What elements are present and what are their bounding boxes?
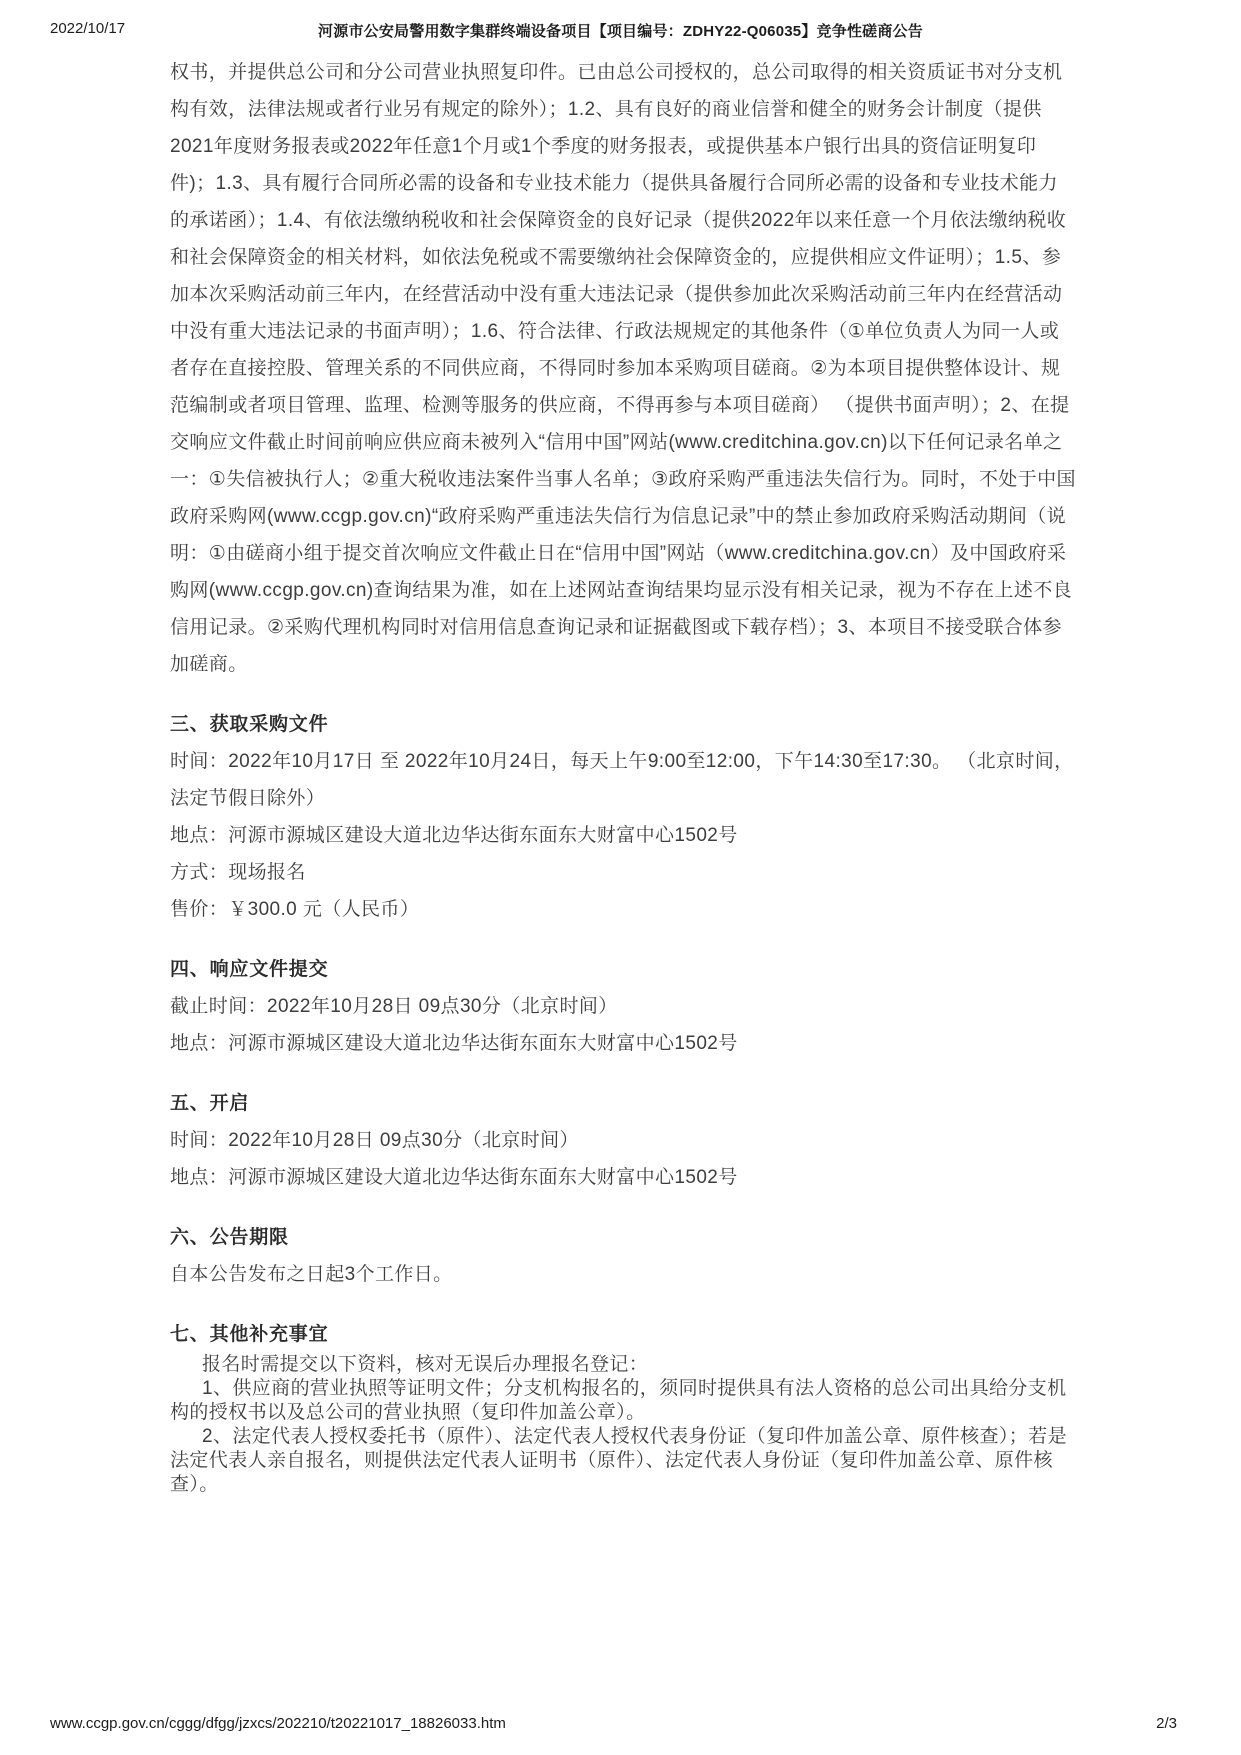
paragraph-obtain-location: 地点：河源市源城区建设大道北边华达街东面东大财富中心1502号: [170, 825, 738, 846]
document-title: 河源市公安局警用数字集群终端设备项目【项目编号：ZDHY22-Q06035】竞争性磋商公告: [318, 23, 923, 40]
paragraph-obtain-time: 时间：2022年10月17日 至 2022年10月24日，每天上午9:00至12:00，下午14:30至17:30。 （北京时间，法定节假日除外）: [170, 751, 1074, 809]
paragraph-registration-materials-intro: 报名时需提交以下资料，核对无误后办理报名登记：: [202, 1354, 649, 1375]
paragraph-opening-time: 时间：2022年10月28日 09点30分（北京时间）: [170, 1130, 579, 1151]
paragraph-registration-item-2: 2、法定代表人授权委托书（原件）、法定代表人授权代表身份证（复印件加盖公章、原件核查）；若是法定代表人亲自报名，则提供法定代表人证明书（原件）、法定代表人身份证（复印件加盖公章、原件核查）。: [170, 1426, 1067, 1495]
print-footer: [0, 1715, 1241, 1735]
paragraph-registration-item-1: 1、供应商的营业执照等证明文件；分支机构报名的，须同时提供具有法人资格的总公司出具给分支机构的授权书以及总公司的营业执照（复印件加盖公章）。: [170, 1378, 1067, 1423]
section-heading-supplementary-matters: 七、其他补充事宜: [170, 1324, 329, 1345]
paragraph-obtain-method: 方式：现场报名: [170, 862, 306, 883]
paragraph-obtain-price: 售价：￥300.0 元（人民币）: [170, 899, 420, 920]
paragraph-opening-location: 地点：河源市源城区建设大道北边华达街东面东大财富中心1502号: [170, 1167, 738, 1188]
section-heading-obtain-documents: 三、获取采购文件: [170, 714, 329, 735]
section-heading-response-submission: 四、响应文件提交: [170, 959, 329, 980]
footer-source-url: www.ccgp.gov.cn/cggg/dfgg/jzxcs/202210/t20221017_18826033.htm: [50, 1715, 506, 1732]
document-body: [170, 54, 1076, 1497]
footer-page-number: 2/3: [1156, 1715, 1177, 1732]
paragraph-supplier-qualifications: 权书，并提供总公司和分公司营业执照复印件。已由总公司授权的，总公司取得的相关资质证书对分支机构有效，法律法规或者行业另有规定的除外）；1.2、具有良好的商业信誉和健全的财务会计制度（提供2021年度财务报表或2022年任意1个月或1个季度的财务报表，或提供基本户银行出具的资信证明复印件)；1.3、具有履行合同所必需的设备和专业技术能力（提供具备履行合同所必需的设备和专业技术能力的承诺函）；1.4、有依法缴纳税收和社会保障资金的良好记录（提供2022年以来任意一个月依法缴纳税收和社会保障资金的相关材料，如依法免税或不需要缴纳社会保障资金的，应提供相应文件证明）；1.5、参加本次采购活动前三年内，在经营活动中没有重大违法记录（提供参加此次采购活动前三年内在经营活动中没有重大违法记录的书面声明）；1.6、符合法律、行政法规规定的其他条件（①单位负责人为同一人或者存在直接控股、管理关系的不同供应商，不得同时参加本采购项目磋商。②为本项目提供整体设计、规范编制或者项目管理、监理、检测等服务的供应商，不得再参与本项目磋商） （提供书面声明）；2、在提交响应文件截止时间前响应供应商未被列入“信用中国”网站(www.creditchina.gov.cn)以下任何记录名单之一：①失信被执行人；②重大税收违法案件当事人名单；③政府采购严重违法失信行为。同时，不处于中国政府采购网(www.ccgp.gov.cn)“政府采购严重违法失信行为信息记录”中的禁止参加政府采购活动期间（说明：①由磋商小组于提交首次响应文件截止日在“信用中国”网站（www.creditchina.gov.cn）及中国政府采购网(www.ccgp.gov.cn)查询结果为准，如在上述网站查询结果均显示没有相关记录，视为不存在上述不良信用记录。②采购代理机构同时对信用信息查询记录和证据截图或下载存档）；3、本项目不接受联合体参加磋商。: [170, 62, 1076, 675]
section-heading-announcement-period: 六、公告期限: [170, 1227, 289, 1248]
section-heading-opening: 五、开启: [170, 1093, 250, 1114]
paragraph-submission-deadline: 截止时间：2022年10月28日 09点30分（北京时间）: [170, 996, 618, 1017]
print-header: [0, 20, 1241, 42]
paragraph-announcement-period: 自本公告发布之日起3个工作日。: [170, 1264, 453, 1285]
print-date: 2022/10/17: [50, 20, 126, 37]
paragraph-submission-location: 地点：河源市源城区建设大道北边华达街东面东大财富中心1502号: [170, 1033, 738, 1054]
